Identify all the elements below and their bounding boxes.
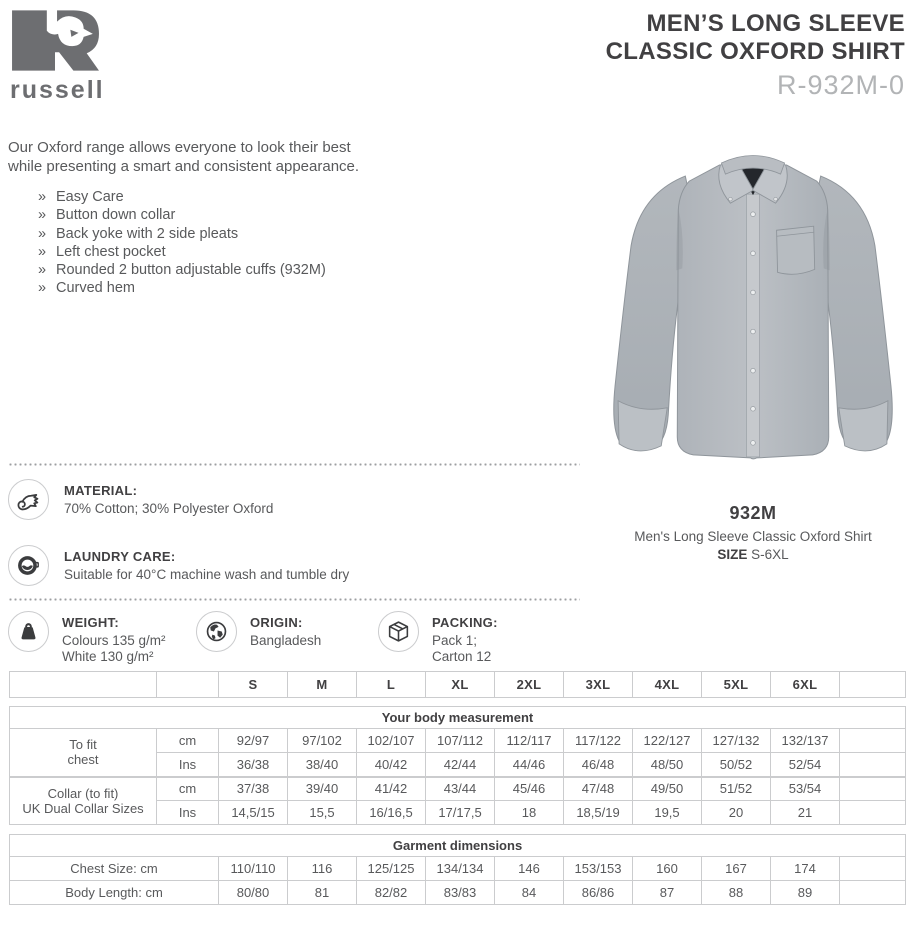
value-cell: 53/54: [771, 777, 840, 801]
brand-logo: [10, 8, 120, 103]
size-header-table: [9, 671, 906, 698]
packing-section: [378, 611, 586, 664]
empty-cell: [840, 729, 906, 753]
unit-cell: Ins: [157, 801, 219, 825]
intro-line-2: while presenting a smart and consistent appearance.: [8, 158, 360, 175]
size-header-cell: 5XL: [702, 672, 771, 698]
value-cell: 110/110: [219, 857, 288, 881]
value-cell: 14,5/15: [219, 801, 288, 825]
value-cell: 45/46: [495, 777, 564, 801]
washing-drum-icon: [8, 545, 49, 586]
intro-line-1: Our Oxford range allows everyone to look their best: [8, 139, 351, 156]
size-header-cell: 3XL: [564, 672, 633, 698]
value-cell: 153/153: [564, 857, 633, 881]
globe-icon: [196, 611, 237, 652]
origin-value: Bangladesh: [250, 633, 322, 648]
value-cell: 16/16,5: [357, 801, 426, 825]
feature-item: [38, 243, 326, 261]
empty-cell: [840, 857, 906, 881]
value-cell: 50/52: [702, 753, 771, 777]
value-cell: 38/40: [288, 753, 357, 777]
value-cell: 134/134: [426, 857, 495, 881]
table-title: Your body measurement: [10, 707, 906, 729]
product-size-range: [599, 547, 907, 562]
value-cell: 52/54: [771, 753, 840, 777]
value-cell: 82/82: [357, 881, 426, 905]
dimension-row: [10, 881, 906, 905]
value-cell: 81: [288, 881, 357, 905]
value-cell: 21: [771, 801, 840, 825]
table-title-row: [10, 835, 906, 857]
product-name: Men's Long Sleeve Classic Oxford Shirt: [634, 529, 872, 544]
value-cell: 116: [288, 857, 357, 881]
weight-icon: [8, 611, 49, 652]
value-cell: 87: [633, 881, 702, 905]
value-cell: 40/42: [357, 753, 426, 777]
value-cell: 18: [495, 801, 564, 825]
size-header-cell: 4XL: [633, 672, 702, 698]
empty-cell: [840, 881, 906, 905]
value-cell: 160: [633, 857, 702, 881]
value-cell: 127/132: [702, 729, 771, 753]
feature-text: Button down collar: [56, 207, 176, 224]
material-value: 70% Cotton; 30% Polyester Oxford: [64, 501, 274, 516]
value-cell: 102/107: [357, 729, 426, 753]
bullet-marker: »: [38, 189, 47, 205]
dimension-row: [10, 857, 906, 881]
bullet-marker: »: [38, 262, 47, 279]
value-cell: 17/17,5: [426, 801, 495, 825]
value-cell: 37/38: [219, 777, 288, 801]
title-line-2: CLASSIC OXFORD SHIRT: [605, 38, 905, 65]
value-cell: 46/48: [564, 753, 633, 777]
size-header-cell: S: [219, 672, 288, 698]
row-group-label: Collar (to fit) UK Dual Collar Sizes: [10, 777, 157, 825]
value-cell: 39/40: [288, 777, 357, 801]
size-header-cell: XL: [426, 672, 495, 698]
row-label: Chest Size: cm: [10, 857, 219, 881]
weight-value-white: White 130 g/m²: [62, 648, 154, 664]
value-cell: 20: [702, 801, 771, 825]
size-value: S-6XL: [751, 547, 789, 562]
feature-item: [38, 279, 326, 297]
product-caption: [599, 503, 907, 562]
value-cell: 167: [702, 857, 771, 881]
value-cell: 49/50: [633, 777, 702, 801]
laundry-value: Suitable for 40°C machine wash and tumble dry: [64, 567, 350, 582]
measurement-row: [10, 729, 906, 753]
unit-cell: cm: [157, 729, 219, 753]
bullet-marker: »: [38, 225, 47, 242]
origin-section: [196, 611, 378, 664]
value-cell: 174: [771, 857, 840, 881]
bullet-marker: »: [38, 280, 47, 297]
packing-label: PACKING:: [432, 615, 498, 630]
value-cell: 47/48: [564, 777, 633, 801]
value-cell: 42/44: [426, 753, 495, 777]
feature-text: Rounded 2 button adjustable cuffs (932M): [56, 262, 326, 279]
russell-eagle-r-icon: [10, 8, 100, 72]
packing-value-carton: Carton 12: [432, 648, 492, 664]
value-cell: 84: [495, 881, 564, 905]
material-section: [8, 479, 273, 520]
value-cell: 15,5: [288, 801, 357, 825]
unit-cell: Ins: [157, 753, 219, 777]
size-header-cell: L: [357, 672, 426, 698]
weight-value-colours: Colours 135 g/m²: [62, 633, 166, 648]
value-cell: 19,5: [633, 801, 702, 825]
weight-section: [8, 611, 196, 664]
empty-cell: [10, 672, 157, 698]
feature-list: [38, 188, 326, 298]
feature-item: [38, 188, 326, 206]
value-cell: 83/83: [426, 881, 495, 905]
size-label: SIZE: [717, 547, 748, 562]
value-cell: 107/112: [426, 729, 495, 753]
page-title: [606, 10, 905, 66]
value-cell: 80/80: [219, 881, 288, 905]
fabric-roll-icon: [8, 479, 49, 520]
value-cell: 117/122: [564, 729, 633, 753]
empty-cell: [840, 801, 906, 825]
measurement-row: [10, 777, 906, 801]
value-cell: 92/97: [219, 729, 288, 753]
row-group-label: To fit chest: [10, 729, 157, 777]
origin-label: ORIGIN:: [250, 615, 303, 630]
value-cell: 86/86: [564, 881, 633, 905]
laundry-section: [8, 545, 349, 586]
bullet-marker: »: [38, 207, 47, 224]
unit-cell: cm: [157, 777, 219, 801]
feature-item: [38, 225, 326, 243]
value-cell: 44/46: [495, 753, 564, 777]
value-cell: 88: [702, 881, 771, 905]
feature-text: Back yoke with 2 side pleats: [56, 225, 239, 242]
value-cell: 112/117: [495, 729, 564, 753]
value-cell: 51/52: [702, 777, 771, 801]
feature-item: [38, 261, 326, 279]
size-header-cell: 2XL: [495, 672, 564, 698]
feature-text: Easy Care: [56, 189, 124, 205]
feature-text: Curved hem: [56, 280, 135, 297]
weight-label: WEIGHT:: [62, 615, 119, 630]
logistics-row: [8, 611, 586, 664]
body-measurement-table: [9, 706, 906, 825]
value-cell: 125/125: [357, 857, 426, 881]
row-label: Body Length: cm: [10, 881, 219, 905]
value-cell: 89: [771, 881, 840, 905]
intro-text: [8, 138, 359, 176]
value-cell: 122/127: [633, 729, 702, 753]
value-cell: 43/44: [426, 777, 495, 801]
value-cell: 97/102: [288, 729, 357, 753]
product-code: R-932M-0: [776, 70, 905, 100]
dotted-divider: [8, 598, 580, 601]
empty-cell: [840, 672, 906, 698]
table-title-row: [10, 707, 906, 729]
brand-name: russell: [10, 76, 105, 104]
size-header-cell: 6XL: [771, 672, 840, 698]
material-label: MATERIAL:: [64, 483, 138, 498]
title-line-1: MEN’S LONG SLEEVE: [646, 10, 905, 37]
bullet-marker: »: [38, 243, 47, 260]
value-cell: 146: [495, 857, 564, 881]
empty-cell: [840, 777, 906, 801]
value-cell: 18,5/19: [564, 801, 633, 825]
garment-dimensions-table: [9, 834, 906, 905]
feature-item: [38, 206, 326, 224]
dotted-divider: [8, 463, 580, 466]
size-header-cell: M: [288, 672, 357, 698]
feature-text: Left chest pocket: [56, 243, 166, 260]
box-icon: [378, 611, 419, 652]
table-title: Garment dimensions: [10, 835, 906, 857]
value-cell: 48/50: [633, 753, 702, 777]
laundry-label: LAUNDRY CARE:: [64, 549, 176, 564]
value-cell: 132/137: [771, 729, 840, 753]
product-photo: [599, 150, 907, 562]
empty-cell: [840, 753, 906, 777]
empty-cell: [157, 672, 219, 698]
product-style-code: 932M: [729, 503, 777, 523]
value-cell: 41/42: [357, 777, 426, 801]
packing-value-pack: Pack 1;: [432, 633, 478, 648]
shirt-image: [600, 150, 906, 486]
size-header-row: [10, 672, 906, 698]
value-cell: 36/38: [219, 753, 288, 777]
